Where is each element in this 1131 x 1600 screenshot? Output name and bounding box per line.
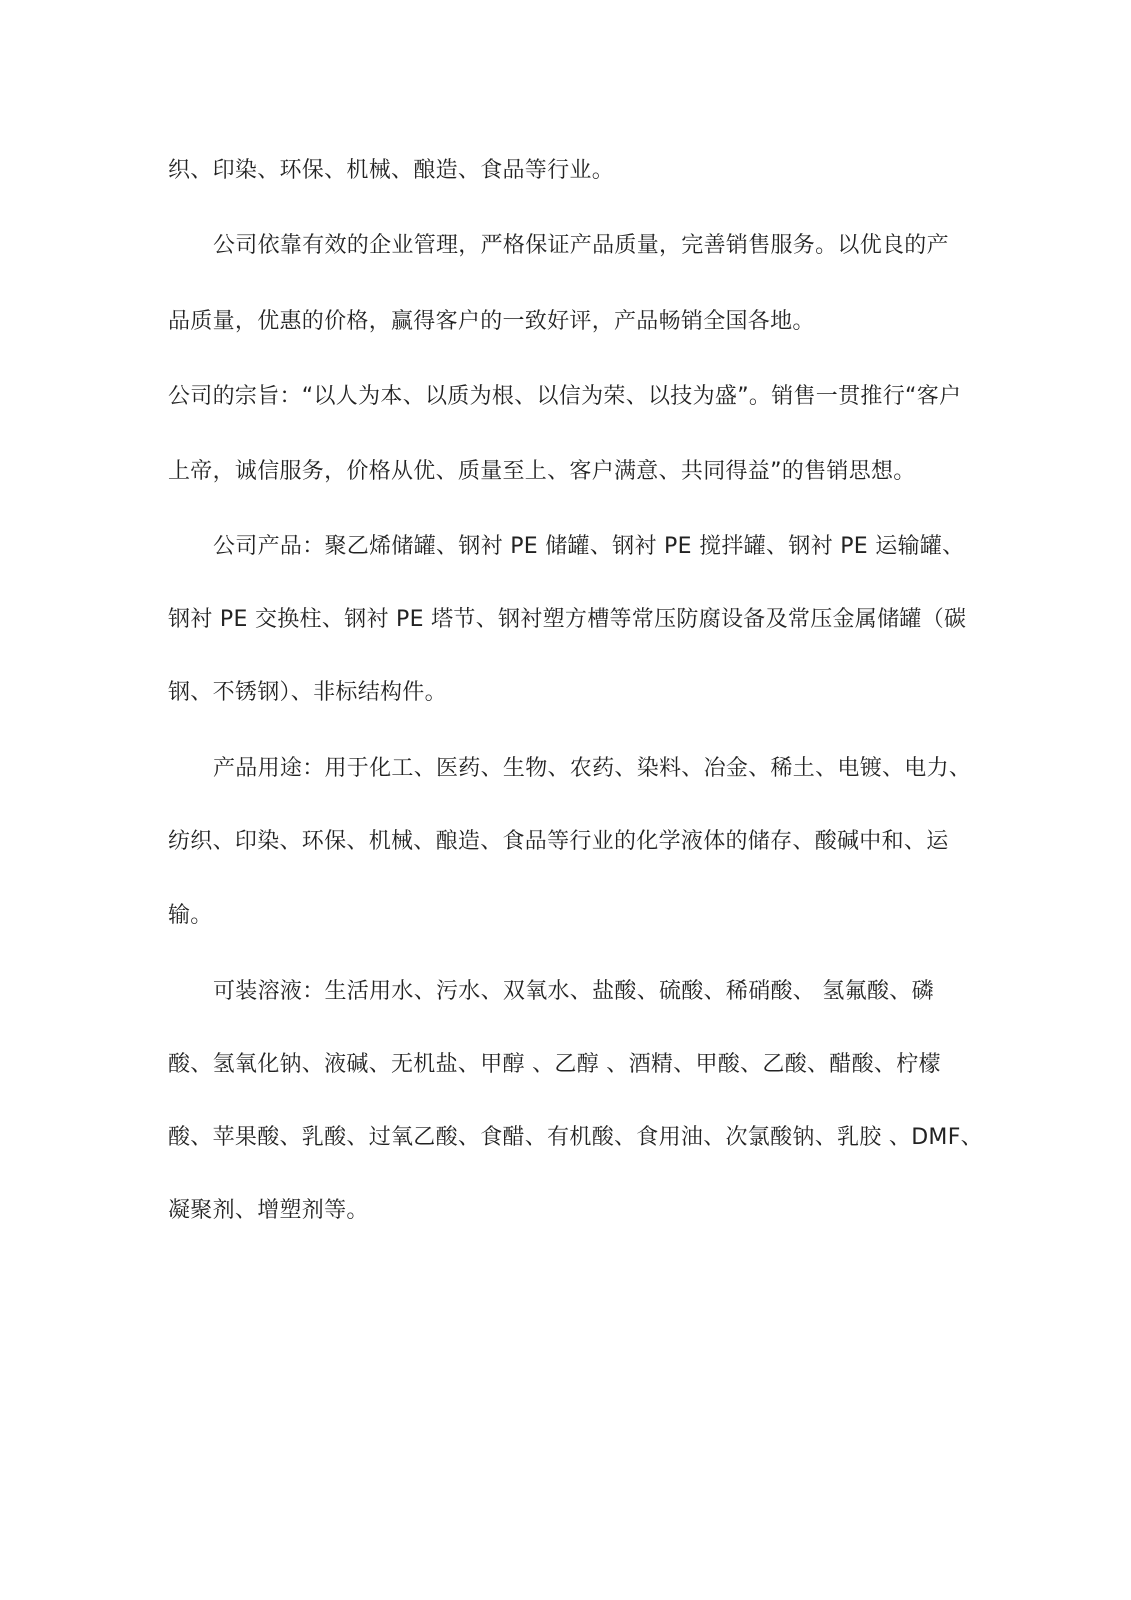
text-line: 品质量，优惠的价格，赢得客户的一致好评，产品畅销全国各地。 (168, 309, 815, 334)
text-line: 公司的宗旨：“以人为本、以质为根、以信为荣、以技为盛”。销售一贯推行“客户 (168, 384, 962, 409)
text-line: 钢、不锈钢）、非标结构件。 (168, 680, 447, 705)
text-line: 酸、氢氧化钠、液碱、无机盐、甲醇 、乙醇 、酒精、甲酸、乙酸、醋酸、柠檬 (168, 1052, 941, 1077)
text-line: 公司依靠有效的企业管理，严格保证产品质量，完善销售服务。以优良的产 (213, 233, 949, 258)
text-line: 纺织、印染、环保、机械、酿造、食品等行业的化学液体的储存、酸碱中和、运 (168, 829, 949, 854)
text-line: 凝聚剂、增塑剂等。 (168, 1198, 369, 1223)
text-line: 织、印染、环保、机械、酿造、食品等行业。 (168, 158, 615, 183)
text-line: 酸、苹果酸、乳酸、过氧乙酸、食醋、有机酸、食用油、次氯酸钠、乳胶 、DMF、 (168, 1125, 983, 1150)
text-line: 输。 (168, 903, 213, 928)
text-line: 可装溶液：生活用水、污水、双氧水、盐酸、硫酸、稀硝酸、 氢氟酸、磷 (213, 979, 934, 1004)
text-line: 上帝，诚信服务，价格从优、质量至上、客户满意、共同得益”的售销思想。 (168, 459, 916, 484)
text-line: 公司产品：聚乙烯储罐、钢衬 PE 储罐、钢衬 PE 搅拌罐、钢衬 PE 运输罐、 (213, 534, 965, 559)
text-line: 钢衬 PE 交换柱、钢衬 PE 塔节、钢衬塑方槽等常压防腐设备及常压金属储罐（碳 (168, 607, 967, 632)
text-line: 产品用途：用于化工、医药、生物、农药、染料、冶金、稀土、电镀、电力、 (213, 756, 972, 781)
